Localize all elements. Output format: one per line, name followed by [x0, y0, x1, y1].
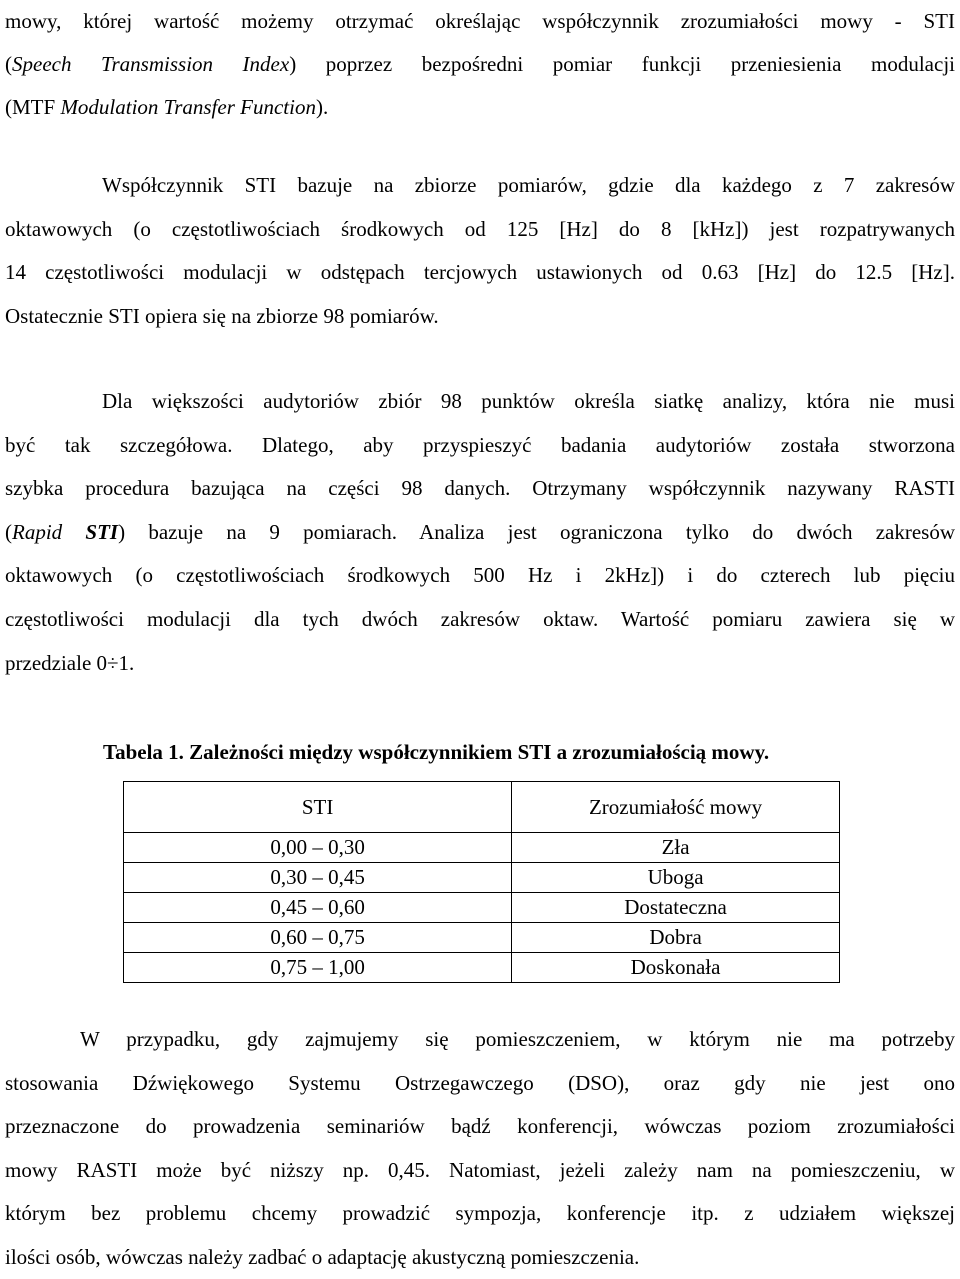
paragraph-line: Współczynnik STI bazuje na zbiorze pomiarów, gdzie dla każdego z 7 zakresów [5, 164, 955, 208]
text-span: ( [5, 520, 12, 544]
paragraph-line: stosowania Dźwiękowego Systemu Ostrzegawczego (DSO), oraz gdy nie jest ono [5, 1062, 955, 1106]
italic-term: Speech Transmission Index [12, 52, 289, 76]
table-cell-sti-range: 0,00 – 0,30 [124, 833, 512, 863]
sti-intelligibility-table [123, 781, 840, 983]
paragraph-line: 14 częstotliwości modulacji w odstępach tercjowych ustawionych od 0.63 [Hz] do 12.5 [Hz]. [5, 251, 955, 295]
text-span: ). [316, 95, 328, 119]
bold-italic-term: STI [85, 520, 118, 544]
italic-term: Rapid [12, 520, 85, 544]
paragraph-line: oktawowych (o częstotliwościach środkowych 500 Hz i 2kHz]) i do czterech lub pięciu [5, 554, 955, 598]
paragraph-line: przedziale 0÷1. [5, 642, 955, 686]
paragraph-line: przeznaczone do prowadzenia seminariów bądź konferencji, wówczas poziom zrozumiałości [5, 1105, 955, 1149]
text-span: (MTF [5, 95, 60, 119]
paragraph-line: którym bez problemu chcemy prowadzić sympozja, konferencje itp. z udziałem większej [5, 1192, 955, 1236]
table-cell-sti-range: 0,60 – 0,75 [124, 923, 512, 953]
table-row [124, 863, 840, 893]
table-cell-rating: Doskonała [512, 953, 840, 983]
text-span: ( [5, 52, 12, 76]
table-cell-rating: Zła [512, 833, 840, 863]
paragraph-sti-description [5, 164, 955, 338]
text-span: mowy, której wartość możemy otrzymać określając współczynnik zrozumiałości mowy - STI [5, 9, 955, 33]
paragraph-line: ilości osób, wówczas należy zadbać o adaptację akustyczną pomieszczenia. [5, 1236, 955, 1279]
table-header-sti: STI [124, 782, 512, 833]
table-cell-sti-range: 0,75 – 1,00 [124, 953, 512, 983]
table-header-intelligibility: Zrozumiałość mowy [512, 782, 840, 833]
paragraph-line: częstotliwości modulacji dla tych dwóch zakresów oktaw. Wartość pomiaru zawiera się w [5, 598, 955, 642]
paragraph-intro [5, 0, 955, 129]
paragraph-dso-recommendation [5, 1018, 955, 1279]
paragraph-line: Ostatecznie STI opiera się na zbiorze 98 pomiarów. [5, 295, 955, 339]
table-row [124, 923, 840, 953]
table-cell-rating: Dostateczna [512, 893, 840, 923]
table-cell-sti-range: 0,45 – 0,60 [124, 893, 512, 923]
paragraph-line: oktawowych (o częstotliwościach środkowych od 125 [Hz] do 8 [kHz]) jest rozpatrywanych [5, 208, 955, 252]
paragraph-line: mowy RASTI może być niższy np. 0,45. Natomiast, jeżeli zależy nam na pomieszczeniu, w [5, 1149, 955, 1193]
table-row [124, 833, 840, 863]
paragraph-line: być tak szczegółowa. Dlatego, aby przyspieszyć badania audytoriów została stworzona [5, 424, 955, 468]
paragraph-line: W przypadku, gdy zajmujemy się pomieszczeniem, w którym nie ma potrzeby [5, 1018, 955, 1062]
italic-term: Modulation Transfer Function [60, 95, 316, 119]
paragraph-line: szybka procedura bazująca na części 98 danych. Otrzymany współczynnik nazywany RASTI [5, 467, 955, 511]
table-caption: Tabela 1. Zależności między współczynnikiem STI a zrozumiałością mowy. [103, 736, 769, 768]
paragraph-rasti-description [5, 380, 955, 685]
table-row [124, 953, 840, 983]
table-cell-sti-range: 0,30 – 0,45 [124, 863, 512, 893]
table-row [124, 893, 840, 923]
text-span: ) poprzez bezpośredni pomiar funkcji przeniesienia modulacji [289, 52, 955, 76]
paragraph-line [5, 43, 955, 86]
table-cell-rating: Uboga [512, 863, 840, 893]
text-span: ) bazuje na 9 pomiarach. Analiza jest ograniczona tylko do dwóch zakresów [118, 520, 955, 544]
paragraph-line: Dla większości audytoriów zbiór 98 punktów określa siatkę analizy, która nie musi [5, 380, 955, 424]
paragraph-line [5, 86, 955, 129]
table-cell-rating: Dobra [512, 923, 840, 953]
paragraph-line [5, 0, 955, 43]
paragraph-line [5, 511, 955, 555]
table-header-row [124, 782, 840, 833]
